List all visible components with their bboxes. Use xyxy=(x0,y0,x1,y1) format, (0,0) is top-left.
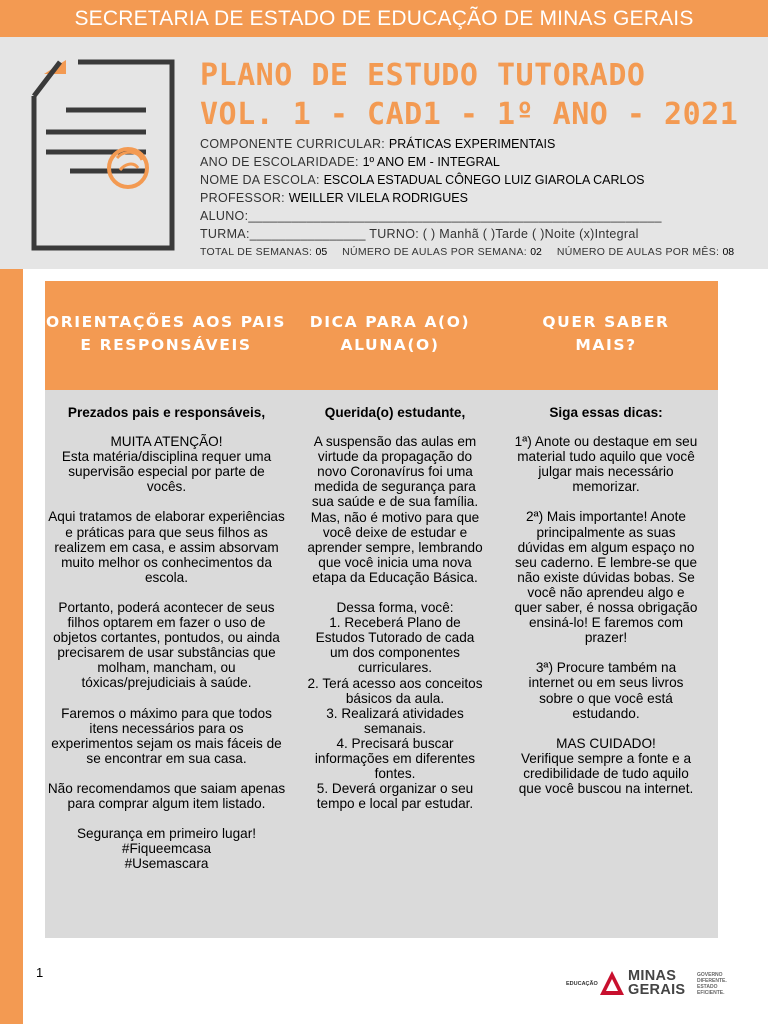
col1-paragraph: MUITA ATENÇÃO! Esta matéria/disciplina requer uma supervisão especial por parte de vocês. xyxy=(61,434,272,495)
professor-label: PROFESSOR: xyxy=(200,191,289,205)
logo-tagline xyxy=(697,972,727,996)
aulas-semana-label: NÚMERO DE AULAS POR SEMANA: xyxy=(342,246,531,258)
totals-row xyxy=(200,246,734,258)
ano-value: 1º ANO EM - INTEGRAL xyxy=(362,155,500,169)
minas-gerais-logo xyxy=(566,969,736,999)
col3-body xyxy=(510,405,702,811)
logo-minas: MINAS xyxy=(628,968,677,984)
col1-paragraph: Não recomendamos que saiam apenas para comprar algum item listado. xyxy=(47,780,286,811)
document-icon xyxy=(14,58,178,264)
escola-value: ESCOLA ESTADUAL CÔNEGO LUIZ GIAROLA CARLOS xyxy=(323,173,645,187)
col2-lead: Querida(o) estudante, xyxy=(324,405,466,420)
col1-paragraph: Segurança em primeiro lugar! #Fiqueemcasa #Usemascara xyxy=(76,826,257,872)
col1-body xyxy=(45,405,288,886)
col1-lead: Prezados pais e responsáveis, xyxy=(67,405,266,420)
col3-lead: Siga essas dicas: xyxy=(549,405,663,420)
componente-value: PRÁTICAS EXPERIMENTAIS xyxy=(388,137,556,151)
escola-label: NOME DA ESCOLA: xyxy=(200,173,324,187)
turma-row xyxy=(200,227,639,241)
col3-paragraph: 1ª) Anote ou destaque em seu material tudo aquilo que você julgar mais necessário memorizar. xyxy=(514,434,698,495)
professor-value: WEILLER VILELA RODRIGUES xyxy=(288,191,468,205)
aluno-row xyxy=(200,209,662,223)
title-line-1: PLANO DE ESTUDO TUTORADO xyxy=(200,58,646,93)
content-panel xyxy=(45,281,718,938)
col2-paragraph: Dessa forma, você: 1. Receberá Plano de Estudos Tutorado de cada um dos componentes curriculares. 2. Terá acesso aos conceitos básicos da aula. 3. Realizará atividades semanais. 4. Precisará buscar informações em diferentes fontes. 5. Deverá organizar o seu tempo e local par estudar. xyxy=(307,600,483,812)
componente-label: COMPONENTE CURRICULAR: xyxy=(200,137,389,151)
componente-row xyxy=(200,137,555,151)
col1-paragraph: Faremos o máximo para que todos itens necessários para os experimentos sejam os mais fáceis de se encontrar em sua casa. xyxy=(51,705,282,766)
logo-sub-4: EFICIENTE. xyxy=(697,990,725,996)
triangle-logo-icon xyxy=(599,969,625,997)
aulas-mes-value: 08 xyxy=(722,246,735,258)
page-number: 1 xyxy=(36,965,44,980)
col3-paragraph: 2ª) Mais importante! Anote principalmente as suas dúvidas em algum espaço no seu caderno. E lembre-se que não existe dúvidas bobas. Se você não aprendeu algo e quer saber, é nossa obrigação ensiná-lo! E faremos com prazer! xyxy=(514,509,698,646)
col1-paragraph: Portanto, poderá acontecer de seus filhos optarem em fazer o uso de objetos cortantes, pontudos, ou ainda precisarem de usar substâncias que molham, mancham, ou tóxicas/prejudiciais à saúde. xyxy=(53,599,280,691)
ano-row xyxy=(200,155,500,169)
top-banner: SECRETARIA DE ESTADO DE EDUCAÇÃO DE MINAS GERAIS xyxy=(0,0,768,37)
logo-edu-text: EDUCAÇÃO xyxy=(566,981,598,987)
semanas-value: 05 xyxy=(315,246,328,258)
col2-header: DICA PARA A(O) ALUNA(O) xyxy=(309,313,471,354)
col3-header: QUER SABER MAIS? xyxy=(542,313,670,354)
aluno-line: ALUNO:_________________________________________________________ xyxy=(200,209,662,223)
professor-row xyxy=(200,191,468,205)
title-line-2: VOL. 1 - CAD1 - 1º ANO - 2021 xyxy=(200,97,739,132)
col2-paragraph: A suspensão das aulas em virtude da propagação do novo Coronavírus foi uma medida de segurança para sua saúde e de sua família. Mas, não é motivo para que você deixe de estudar e aprender sempre, lembrando que você inicia uma nova etapa da Educação Básica. xyxy=(307,434,483,585)
col2-body xyxy=(303,405,487,826)
logo-gerais: GERAIS xyxy=(628,982,686,998)
semanas-label: TOTAL DE SEMANAS: xyxy=(200,246,316,258)
logo-sub-1: GOVERNO xyxy=(697,972,723,978)
col1-paragraph: Aqui tratamos de elaborar experiências e práticas para que seus filhos as realizem em casa, e assim absorvam muito melhor os conhecimentos da escola. xyxy=(48,509,285,585)
col1-header: ORIENTAÇÕES AOS PAIS E RESPONSÁVEIS xyxy=(45,313,287,354)
escola-row xyxy=(200,173,645,187)
logo-sub-2: DIFERENTE. xyxy=(697,978,727,984)
logo-sub-3: ESTADO xyxy=(697,984,718,990)
turma-line: TURMA:________________ TURNO: ( ) Manhã ( )Tarde ( )Noite (x)Integral xyxy=(200,227,639,241)
col3-paragraph: MAS CUIDADO! Verifique sempre a fonte e a credibilidade de tudo aquilo que você buscou na internet. xyxy=(518,735,694,796)
ano-label: ANO DE ESCOLARIDADE: xyxy=(200,155,363,169)
col3-paragraph: 3ª) Procure também na internet ou em seus livros sobre o que você está estudando. xyxy=(528,660,684,721)
left-accent-bar xyxy=(0,269,23,1024)
logo-wordmark xyxy=(628,969,685,997)
aulas-semana-value: 02 xyxy=(530,246,542,258)
aulas-mes-label: NÚMERO DE AULAS POR MÊS: xyxy=(556,246,723,258)
